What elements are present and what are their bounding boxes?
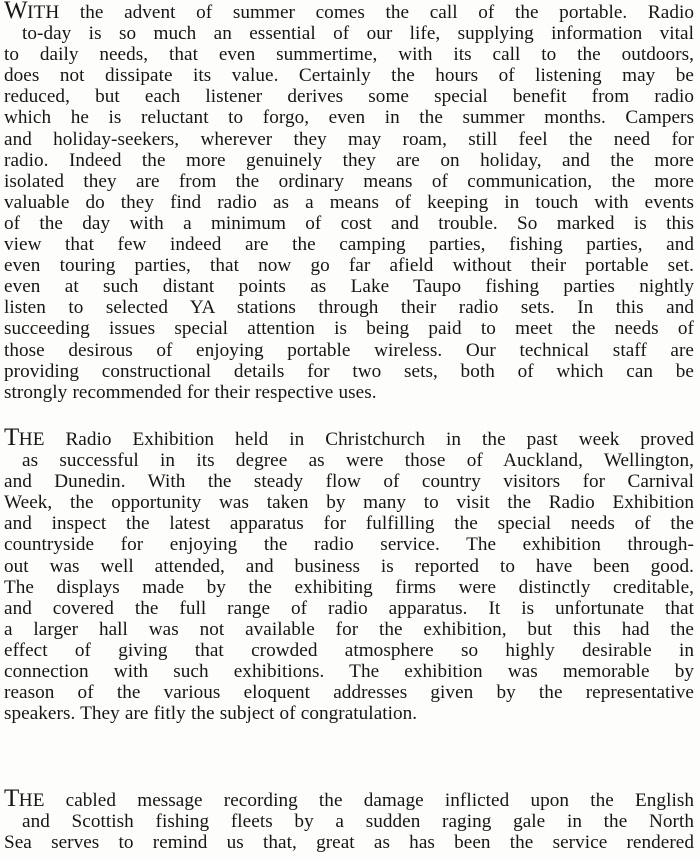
text-line: THE Radio Exhibition held in Christchurch in the past week proved bbox=[4, 424, 694, 451]
text-line: listen to selected YA stations through their radio sets. In this and bbox=[4, 297, 694, 319]
text-line: and holiday-seekers, wherever they may roam, still feel the need for bbox=[4, 128, 694, 150]
text-line: speakers. They are fitly the subject of congratulation. bbox=[4, 703, 418, 725]
text-line: Week, the opportunity was taken by many to visit the Radio Exhibition bbox=[4, 492, 694, 514]
text-line: Sea serves to remind us that, great as has been the service rendered bbox=[4, 832, 694, 854]
text-line: reduced, but each listener derives some special benefit from radio bbox=[4, 86, 694, 108]
text-line: a larger hall was not available for the exhibition, but this had the bbox=[4, 618, 694, 640]
text-line: does not dissipate its value. Certainly the hours of listening may be bbox=[4, 65, 694, 87]
paragraph-portable-radio bbox=[0, 0, 700, 403]
paragraph-fishing-fleets bbox=[0, 785, 700, 854]
text-line: and covered the full range of radio apparatus. It is unfortunate that bbox=[4, 597, 694, 619]
paragraph-radio-exhibition bbox=[0, 424, 700, 725]
text-line: succeeding issues special attention is being paid to meet the needs of bbox=[4, 318, 694, 340]
text-line: even touring parties, that now go far afield without their portable set. bbox=[4, 255, 694, 277]
text-line: those desirous of enjoying portable wireless. Our technical staff are bbox=[4, 339, 694, 361]
text-line: countryside for enjoying the radio service. The exhibition through- bbox=[4, 534, 694, 556]
text-line: reason of the various eloquent addresses given by the representative bbox=[4, 682, 694, 704]
text-line: which he is reluctant to forgo, even in the summer months. Campers bbox=[4, 107, 694, 129]
text-line: strongly recommended for their respective uses. bbox=[4, 381, 377, 403]
text-line: and Dunedin. With the steady flow of country visitors for Carnival bbox=[4, 471, 694, 493]
text-line: view that few indeed are the camping parties, fishing parties, and bbox=[4, 234, 694, 256]
text-line: radio. Indeed the more genuinely they are on holiday, and the more bbox=[4, 149, 694, 171]
text-line: effect of giving that crowded atmosphere so highly desirable in bbox=[4, 639, 694, 661]
drop-initial: W bbox=[4, 0, 28, 24]
text-line: to daily needs, that even summertime, with its call to the outdoors, bbox=[4, 44, 694, 66]
text-line: providing constructional details for two sets, both of which can be bbox=[4, 360, 694, 382]
text-line: and inspect the latest apparatus for fulfilling the special needs of the bbox=[4, 513, 694, 535]
text-line: and Scottish fishing fleets by a sudden raging gale in the North bbox=[22, 811, 694, 833]
text-line: isolated they are from the ordinary means of communication, the more bbox=[4, 170, 694, 192]
text-line: valuable do they find radio as a means of keeping in touch with events bbox=[4, 191, 694, 213]
drop-initial: T bbox=[4, 424, 19, 451]
text-line: THE cabled message recording the damage inflicted upon the English bbox=[4, 785, 694, 812]
text-line: connection with such exhibitions. The exhibition was memorable by bbox=[4, 661, 694, 683]
text-line: as successful in its degree as were those of Auckland, Wellington, bbox=[22, 450, 694, 472]
text-line: to-day is so much an essential of our life, supplying information vital bbox=[22, 23, 694, 45]
text-line: The displays made by the exhibiting firms were distinctly creditable, bbox=[4, 576, 694, 598]
text-line: out was well attended, and business is reported to have been good. bbox=[4, 555, 694, 577]
text-line: of the day with a minimum of cost and trouble. So marked is this bbox=[4, 212, 694, 234]
text-line: even at such distant points as Lake Taupo fishing parties nightly bbox=[4, 276, 694, 298]
drop-initial: T bbox=[4, 785, 19, 812]
text-line: WITH the advent of summer comes the call of the portable. Radio bbox=[4, 0, 694, 23]
